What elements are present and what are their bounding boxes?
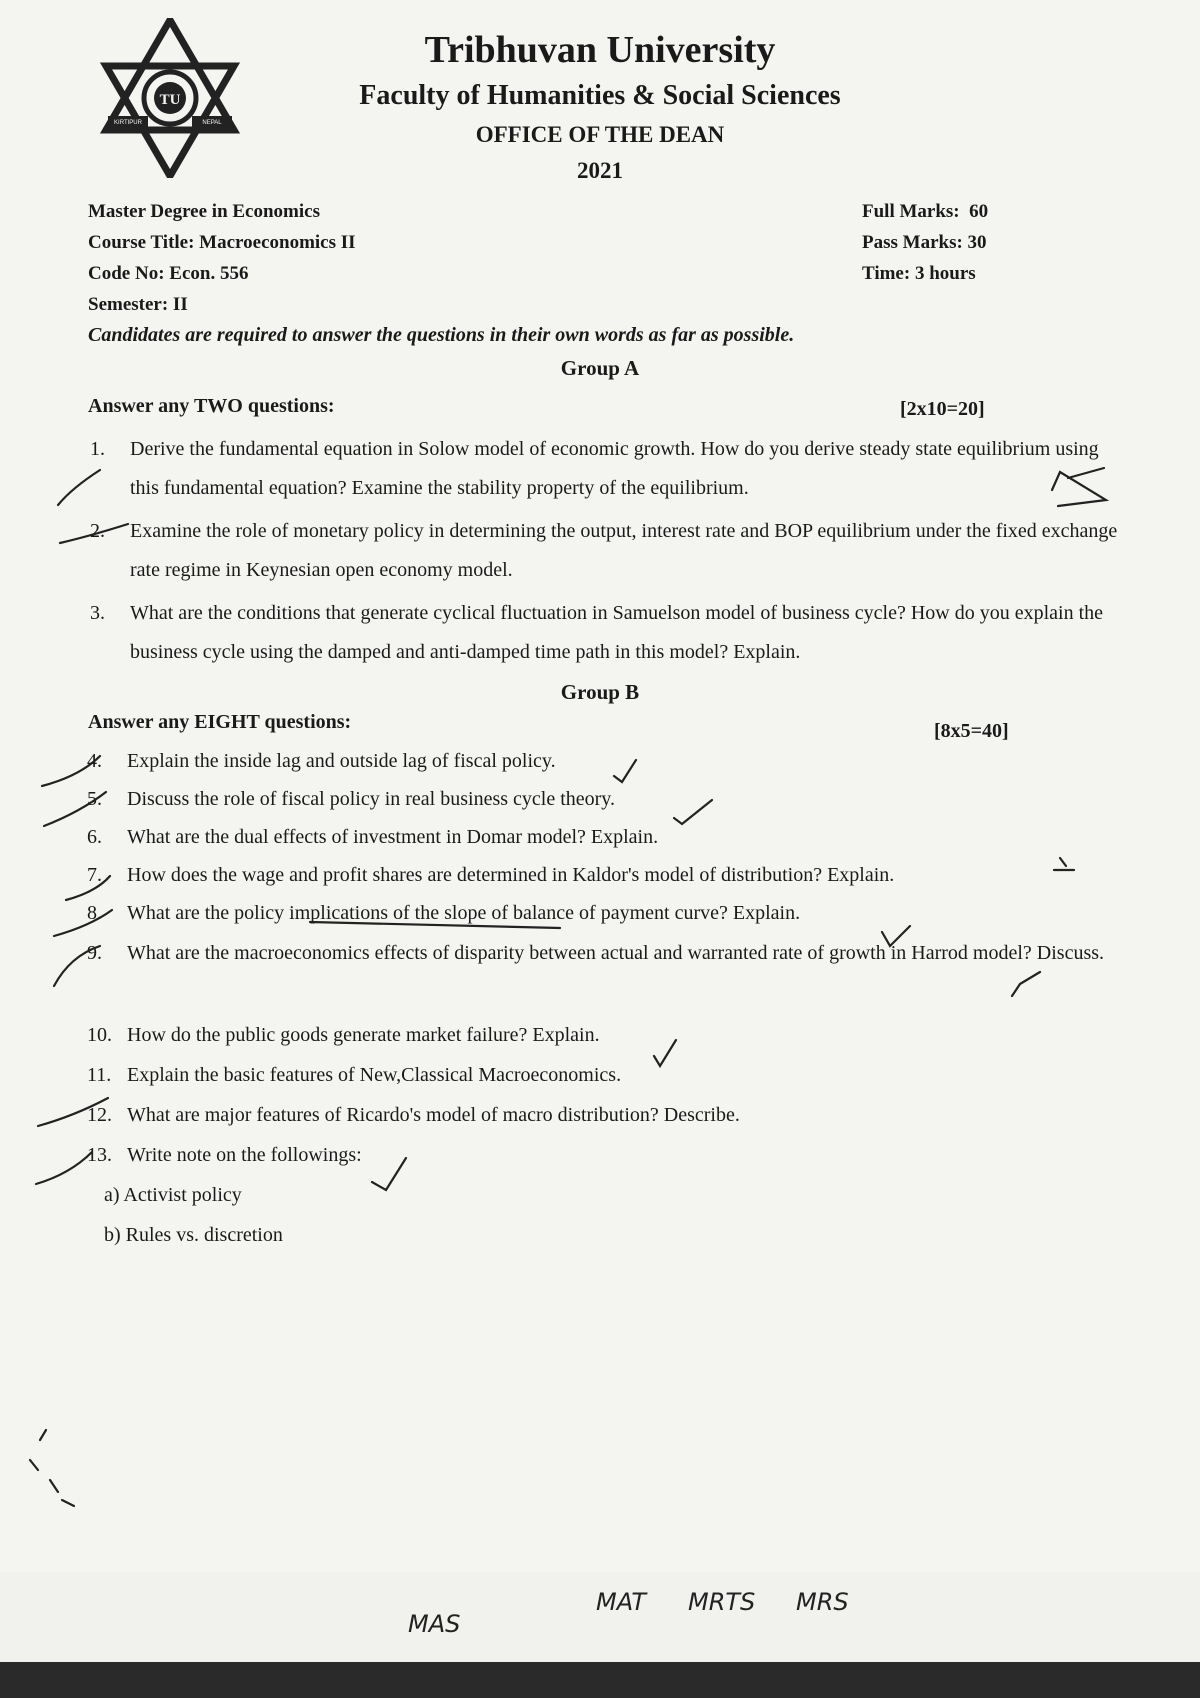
question xyxy=(87,1096,1127,1135)
question xyxy=(87,742,1127,781)
faculty-name: Faculty of Humanities & Social Sciences xyxy=(359,80,841,111)
course-title-line: Course Title: Macroeconomics II xyxy=(88,232,356,253)
question-number: 11. xyxy=(87,1064,112,1086)
exam-year: 2021 xyxy=(577,158,623,183)
general-instruction: Candidates are required to answer the questions in their own words as far as possible. xyxy=(88,324,795,346)
question xyxy=(87,856,1127,895)
question xyxy=(87,818,1127,857)
course-info xyxy=(88,196,356,320)
degree-line: Master Degree in Economics xyxy=(88,201,320,222)
full-marks-line: Full Marks: 60 xyxy=(862,201,989,222)
office-name: OFFICE OF THE DEAN xyxy=(475,122,725,147)
question-text: Examine the role of monetary policy in determining the output, interest rate and BOP equilibrium under the fixed exchange rate regime in Keynesian open economy model. xyxy=(130,520,1118,581)
question-text: What are the policy implications of the slope of balance of payment curve? Explain. xyxy=(127,902,801,924)
question-number: 12. xyxy=(87,1104,112,1126)
question-text: What are the conditions that generate cyclical fluctuation in Samuelson model of business cycle? How do you explain the business cycle using the damped and anti-damped time path in this model? Explain. xyxy=(130,602,1104,663)
sub-item: a) Activist policy xyxy=(104,1184,242,1206)
handwritten-note: MRS xyxy=(796,1588,849,1616)
question xyxy=(87,894,1127,933)
group-a-title: Group A xyxy=(560,356,640,380)
marks-info xyxy=(862,196,988,289)
handwritten-note: MAS xyxy=(408,1610,461,1638)
question-number: 2. xyxy=(90,520,105,542)
question xyxy=(87,1136,1127,1175)
group-b-instruction: Answer any EIGHT questions: xyxy=(88,711,352,733)
handwritten-note: MAT xyxy=(596,1588,647,1616)
group-b-title: Group B xyxy=(560,680,640,704)
question-number: 4. xyxy=(87,750,102,772)
question-number: 5. xyxy=(87,788,102,810)
time-line: Time: 3 hours xyxy=(862,263,976,284)
question-number: 10. xyxy=(87,1024,112,1046)
university-name: Tribhuvan University xyxy=(424,29,776,71)
question-number: 1. xyxy=(90,438,105,460)
question xyxy=(87,780,1127,819)
group-a-marks: [2x10=20] xyxy=(900,398,985,420)
group-a-instruction: Answer any TWO questions: xyxy=(88,395,335,417)
logo-text-right: NEPAL xyxy=(202,120,222,126)
question xyxy=(87,1056,1127,1095)
question-text: How do the public goods generate market failure? Explain. xyxy=(127,1024,600,1046)
question-number: 7. xyxy=(87,864,102,886)
question xyxy=(90,512,1120,590)
question xyxy=(87,934,1127,973)
semester-line: Semester: II xyxy=(88,294,188,315)
question xyxy=(87,1016,1127,1055)
question-text: What are major features of Ricardo's model of macro distribution? Describe. xyxy=(127,1104,740,1126)
question-number: 13. xyxy=(87,1144,112,1166)
sub-item: b) Rules vs. discretion xyxy=(104,1224,283,1246)
question-number: 6. xyxy=(87,826,102,848)
question-number: 8. xyxy=(87,902,102,924)
logo-monogram: TU xyxy=(159,92,181,108)
question-number: 3. xyxy=(90,602,105,624)
question-text: Explain the basic features of New,Classical Macroeconomics. xyxy=(127,1064,622,1086)
question-text: Write note on the followings: xyxy=(127,1144,362,1166)
question-text: Explain the inside lag and outside lag of fiscal policy. xyxy=(127,750,556,772)
pass-marks-line: Pass Marks: 30 xyxy=(862,232,987,253)
question-text: What are the dual effects of investment in Domar model? Explain. xyxy=(127,826,659,848)
group-b-marks: [8x5=40] xyxy=(934,720,1009,742)
logo-text-left: KIRTIPUR xyxy=(114,120,142,126)
code-line: Code No: Econ. 556 xyxy=(88,263,249,284)
question-text: What are the macroeconomics effects of disparity between actual and warranted rate of growth in Harrod model? Discuss. xyxy=(127,942,1105,964)
handwritten-note: MRTS xyxy=(688,1588,756,1616)
question-text: How does the wage and profit shares are determined in Kaldor's model of distribution? Explain. xyxy=(127,864,895,886)
question xyxy=(90,594,1120,672)
underlying-paper xyxy=(0,1572,1200,1662)
question-text: Discuss the role of fiscal policy in real business cycle theory. xyxy=(127,788,616,810)
question-text: Derive the fundamental equation in Solow model of economic growth. How do you derive steady state equilibrium using this fundamental equation? Examine the stability property of the equilibrium. xyxy=(130,438,1099,499)
question-number: 9. xyxy=(87,942,102,964)
question xyxy=(90,430,1120,508)
